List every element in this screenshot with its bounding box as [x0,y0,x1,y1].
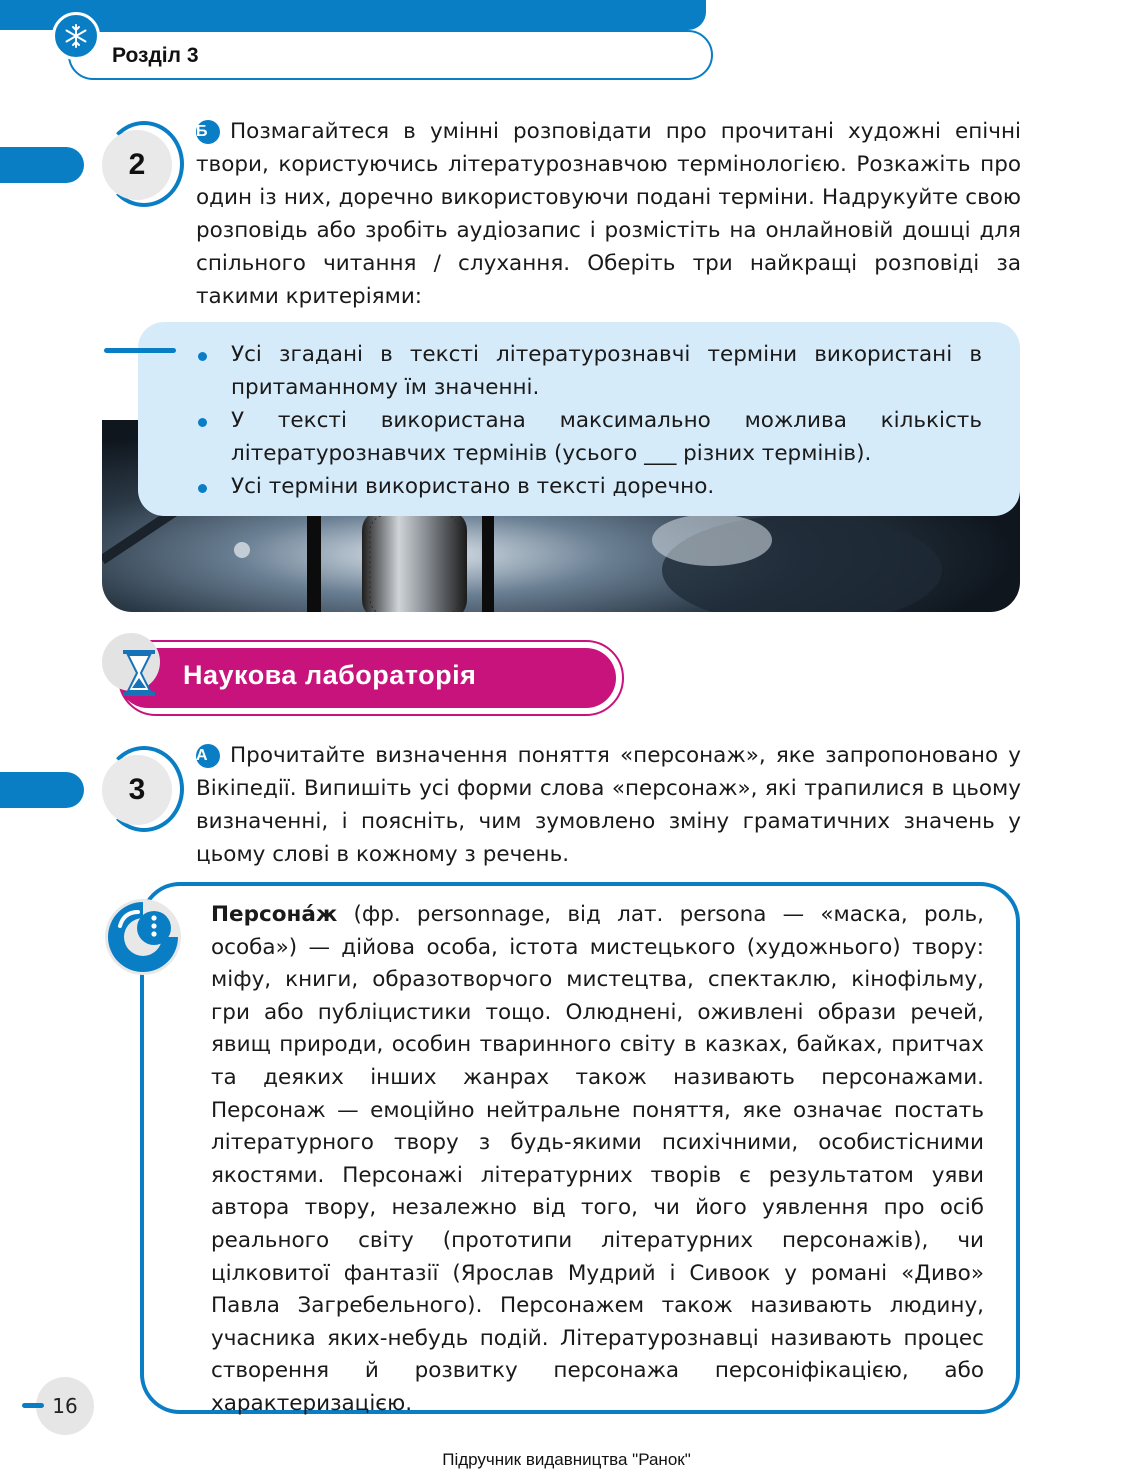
task3-instructions [196,739,1021,871]
task-number: 2 [102,130,172,200]
task-number: 3 [102,755,172,825]
page-dash [22,1403,44,1408]
definition-body: (фр. personnage, від лат. persona — «маска, роль, особа») — дійова особа, істота мистецького (художнього) твору: міфу, книги, образотворчого мистецтва, спектаклю, кінофільму, гри або публіцистики тощо. Олюднені, оживлені образи речей, явищ природи, особин тваринного світу в казках, байках, притчах та деяких інших жанрах також називають персонажами. Персонаж — емоційно нейтральне поняття, яке означає постать літературного твору з будь-якими психічними, особистісними якостями. Персонажі літературних творів є результатом уяви автора твору, незалежно від того, чи його уявлення про осіб реального світу (прототипи літературних персонажів), чи цілковитої фантазії (Ярослав Мудрий і Сивоок у романі «Диво» Павла Загребельного). Персонажем також називають людину, учасника яких-небудь подій. Літературознавці називають процес створення й розвитку персонажа персоніфікацією, або характеризацією. [211,902,984,1416]
footer: Підручник видавництва "Ранок" [442,1450,691,1469]
question-info-icon [102,896,184,978]
definition-text [211,899,984,1421]
task-bar [0,772,84,808]
section-title: Розділ 3 [112,44,199,67]
bullet-icon [198,352,207,361]
list-item: У тексті використана максимально можлива кількість літературознавчих термінів (усього ___ різних термінів). [196,404,982,470]
task2-text: Позмагайтеся в умінні розповідати про прочитані художні епічні твори, користуючись літературознавчою термінологією. Розкажіть про один із них, доречно використовуючи подані терміни. Надрукуйте свою розповідь або зробіть аудіозапис і розмістіть на онлайновій дошці для спільного читання / слухання. Оберіть три найкращі розповіді за такими критеріями: [196,119,1021,309]
task-bar [0,147,84,183]
criteria-list [196,338,982,503]
task-badge: Б [196,120,220,144]
bullet-icon [198,484,207,493]
criteria-line [104,348,176,353]
task-badge: А [196,744,220,768]
list-item: Усі терміни використано в тексті доречно. [196,470,982,503]
header-band [0,0,706,30]
definition-term: Персона́ж [211,902,338,927]
task2-instructions [196,115,1021,313]
page-number: 16 [36,1377,94,1435]
snowflake-icon [52,12,100,60]
hourglass-icon [120,648,158,702]
task3-text: Прочитайте визначення поняття «персонаж», яке запропоновано у Вікіпедії. Випишіть усі форми слова «персонаж», які трапилися в цьому визначенні, і поясніть, чим зумовлено зміну граматичних значень у цьому слові в кожному з речень. [196,743,1021,867]
bullet-icon [198,418,207,427]
lab-title: Наукова лабораторія [183,660,477,690]
list-item: Усі згадані в тексті літературознавчі терміни використані в притаманному їм значенні. [196,338,982,404]
